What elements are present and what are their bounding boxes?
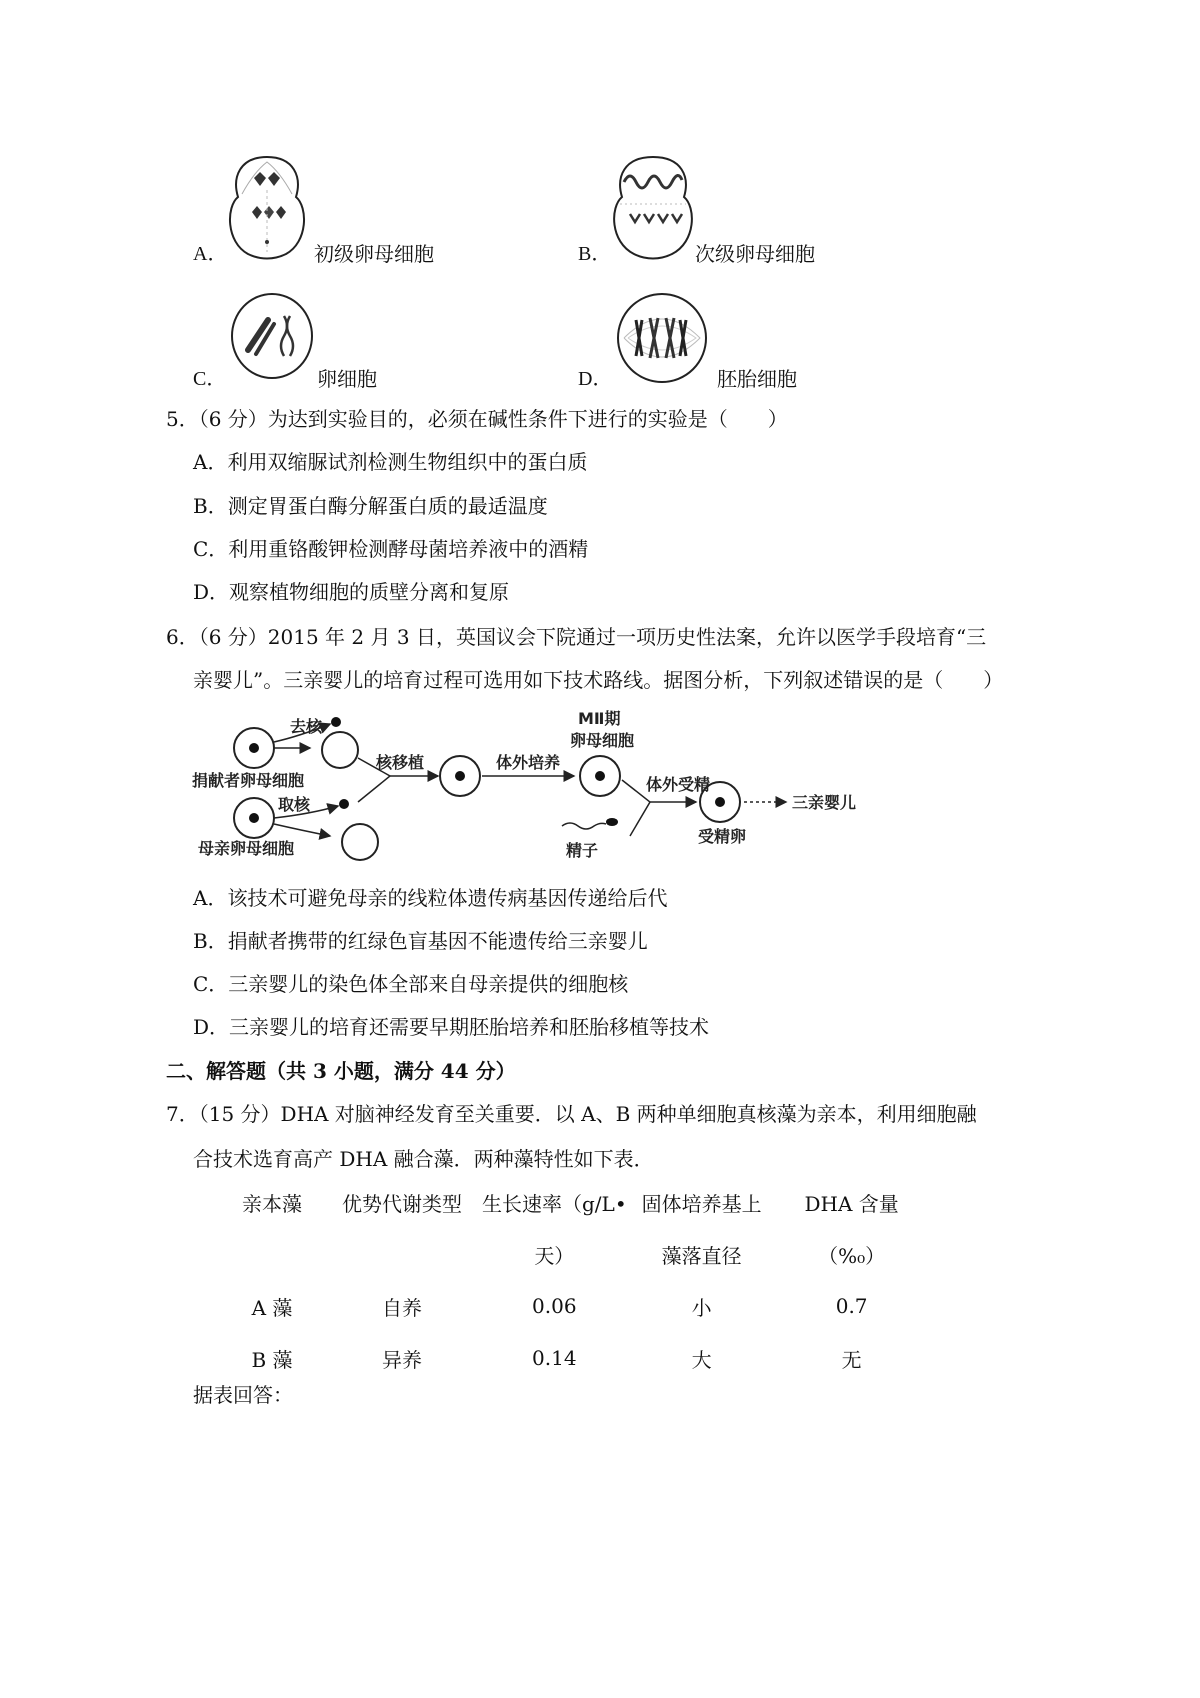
take-nucleus-label: 取核 [278,795,311,814]
q4-option-a-label: 初级卵母细胞 [314,242,434,266]
table-header-cell: 藻落直径 [661,1243,742,1268]
q4-option-b-label: 次级卵母细胞 [695,242,815,266]
donor-oocyte-label: 捐献者卵母细胞 [192,771,305,790]
table-header-cell: DHA 含量 [804,1191,899,1216]
sperm-icon [562,823,606,829]
zygote-label: 受精卵 [698,827,747,846]
table-header-cell: 天） [534,1243,575,1268]
table-header-row-1 [222,1176,927,1228]
cell-metaphase-chromosomes-icon [614,290,710,386]
table-header-row-2 [222,1228,927,1280]
table-cell: 异养 [382,1347,422,1372]
q7-stem-line1: 7．（15 分）DHA 对脑神经发育至关重要．以 A、B 两种单细胞真核藻为亲本，利用细胞融 [166,1102,977,1126]
table-cell: 无 [841,1347,862,1372]
q5-stem: 5．（6 分）为达到实验目的，必须在碱性条件下进行的实验是（ ） [166,407,788,431]
mii-stage-label: MⅡ期 [578,709,621,728]
in-vitro-fertilization-label: 体外受精 [646,775,711,794]
mother-oocyte-label: 母亲卵母细胞 [198,839,295,858]
table-cell: 0.7 [835,1294,868,1318]
q6-option-c[interactable]: C．三亲婴儿的染色体全部来自母亲提供的细胞核 [193,972,629,996]
q4-option-b-letter[interactable]: B． [578,243,612,265]
q6-stem-line1: 6．（6 分）2015 年 2 月 3 日，英国议会下院通过一项历史性法案，允许以医学手段培育“三 [166,625,987,649]
q6-option-d[interactable]: D．三亲婴儿的培育还需要早期胚胎培养和胚胎移植等技术 [193,1015,710,1039]
table-cell: A 藻 [251,1295,293,1320]
q6-stem-line2: 亲婴儿”。三亲婴儿的培育过程可选用如下技术路线。据图分析，下列叙述错误的是（ ） [193,668,1004,692]
mii-oocyte-label: 卵母细胞 [570,731,635,750]
enucleated-oocyte [322,732,358,768]
dividing-cell-heart-chromosomes-icon [224,152,310,262]
q5-option-a[interactable]: A．利用双缩脲试剂检测生物组织中的蛋白质 [193,450,588,474]
table-cell: B 藻 [251,1347,293,1372]
table-cell: 0.06 [532,1294,577,1318]
in-vitro-culture-label: 体外培养 [496,753,561,772]
q7-stem-line2: 合技术选育高产 DHA 融合藻．两种藻特性如下表． [193,1147,654,1171]
q7-properties-table [222,1176,927,1384]
table-cell: 小 [691,1295,712,1320]
q7-after-table: 据表回答： [193,1383,293,1407]
dividing-cell-split-chromosomes-icon [610,152,696,262]
cell-two-chromosomes-icon [228,290,316,386]
q4-option-d-label: 胚胎细胞 [717,367,797,391]
sperm-label: 精子 [566,841,599,860]
three-parent-baby-label: 三亲婴儿 [792,793,857,812]
q6-technique-diagram [190,706,880,866]
q6-option-a[interactable]: A．该技术可避免母亲的线粒体遗传病基因传递给后代 [193,886,668,910]
table-header-cell: 亲本藻 [242,1191,302,1216]
table-header-cell: （%₀） [818,1243,886,1268]
table-header-cell [322,1228,482,1280]
q5-option-c[interactable]: C．利用重铬酸钾检测酵母菌培养液中的酒精 [193,537,589,561]
table-header-cell: 优势代谢类型 [342,1191,462,1216]
q4-option-c-label: 卵细胞 [317,367,377,391]
q5-option-d[interactable]: D．观察植物细胞的质壁分离和复原 [193,580,510,604]
table-row [222,1332,927,1384]
q4-option-d-letter[interactable]: D． [578,368,613,390]
table-cell: 大 [691,1347,712,1372]
table-header-cell: 固体培养基上 [641,1191,762,1216]
q4-option-c-letter[interactable]: C． [193,368,227,390]
nuclear-transfer-label: 核移植 [376,753,425,772]
table-header-cell [222,1228,322,1280]
remove-nucleus-label: 去核 [290,717,323,736]
q4-option-a-letter[interactable]: A． [193,243,228,265]
table-header-cell: 生长速率（g/L• [482,1191,627,1216]
table-cell: 自养 [382,1295,422,1320]
table-row [222,1280,927,1332]
mother-remaining-cell [342,824,378,860]
table-cell: 0.14 [532,1346,577,1370]
q5-option-b[interactable]: B．测定胃蛋白酶分解蛋白质的最适温度 [193,494,548,518]
q6-option-b[interactable]: B．捐献者携带的红绿色盲基因不能遗传给三亲婴儿 [193,929,648,953]
section-2-title: 二、解答题（共 3 小题，满分 44 分） [166,1059,516,1083]
